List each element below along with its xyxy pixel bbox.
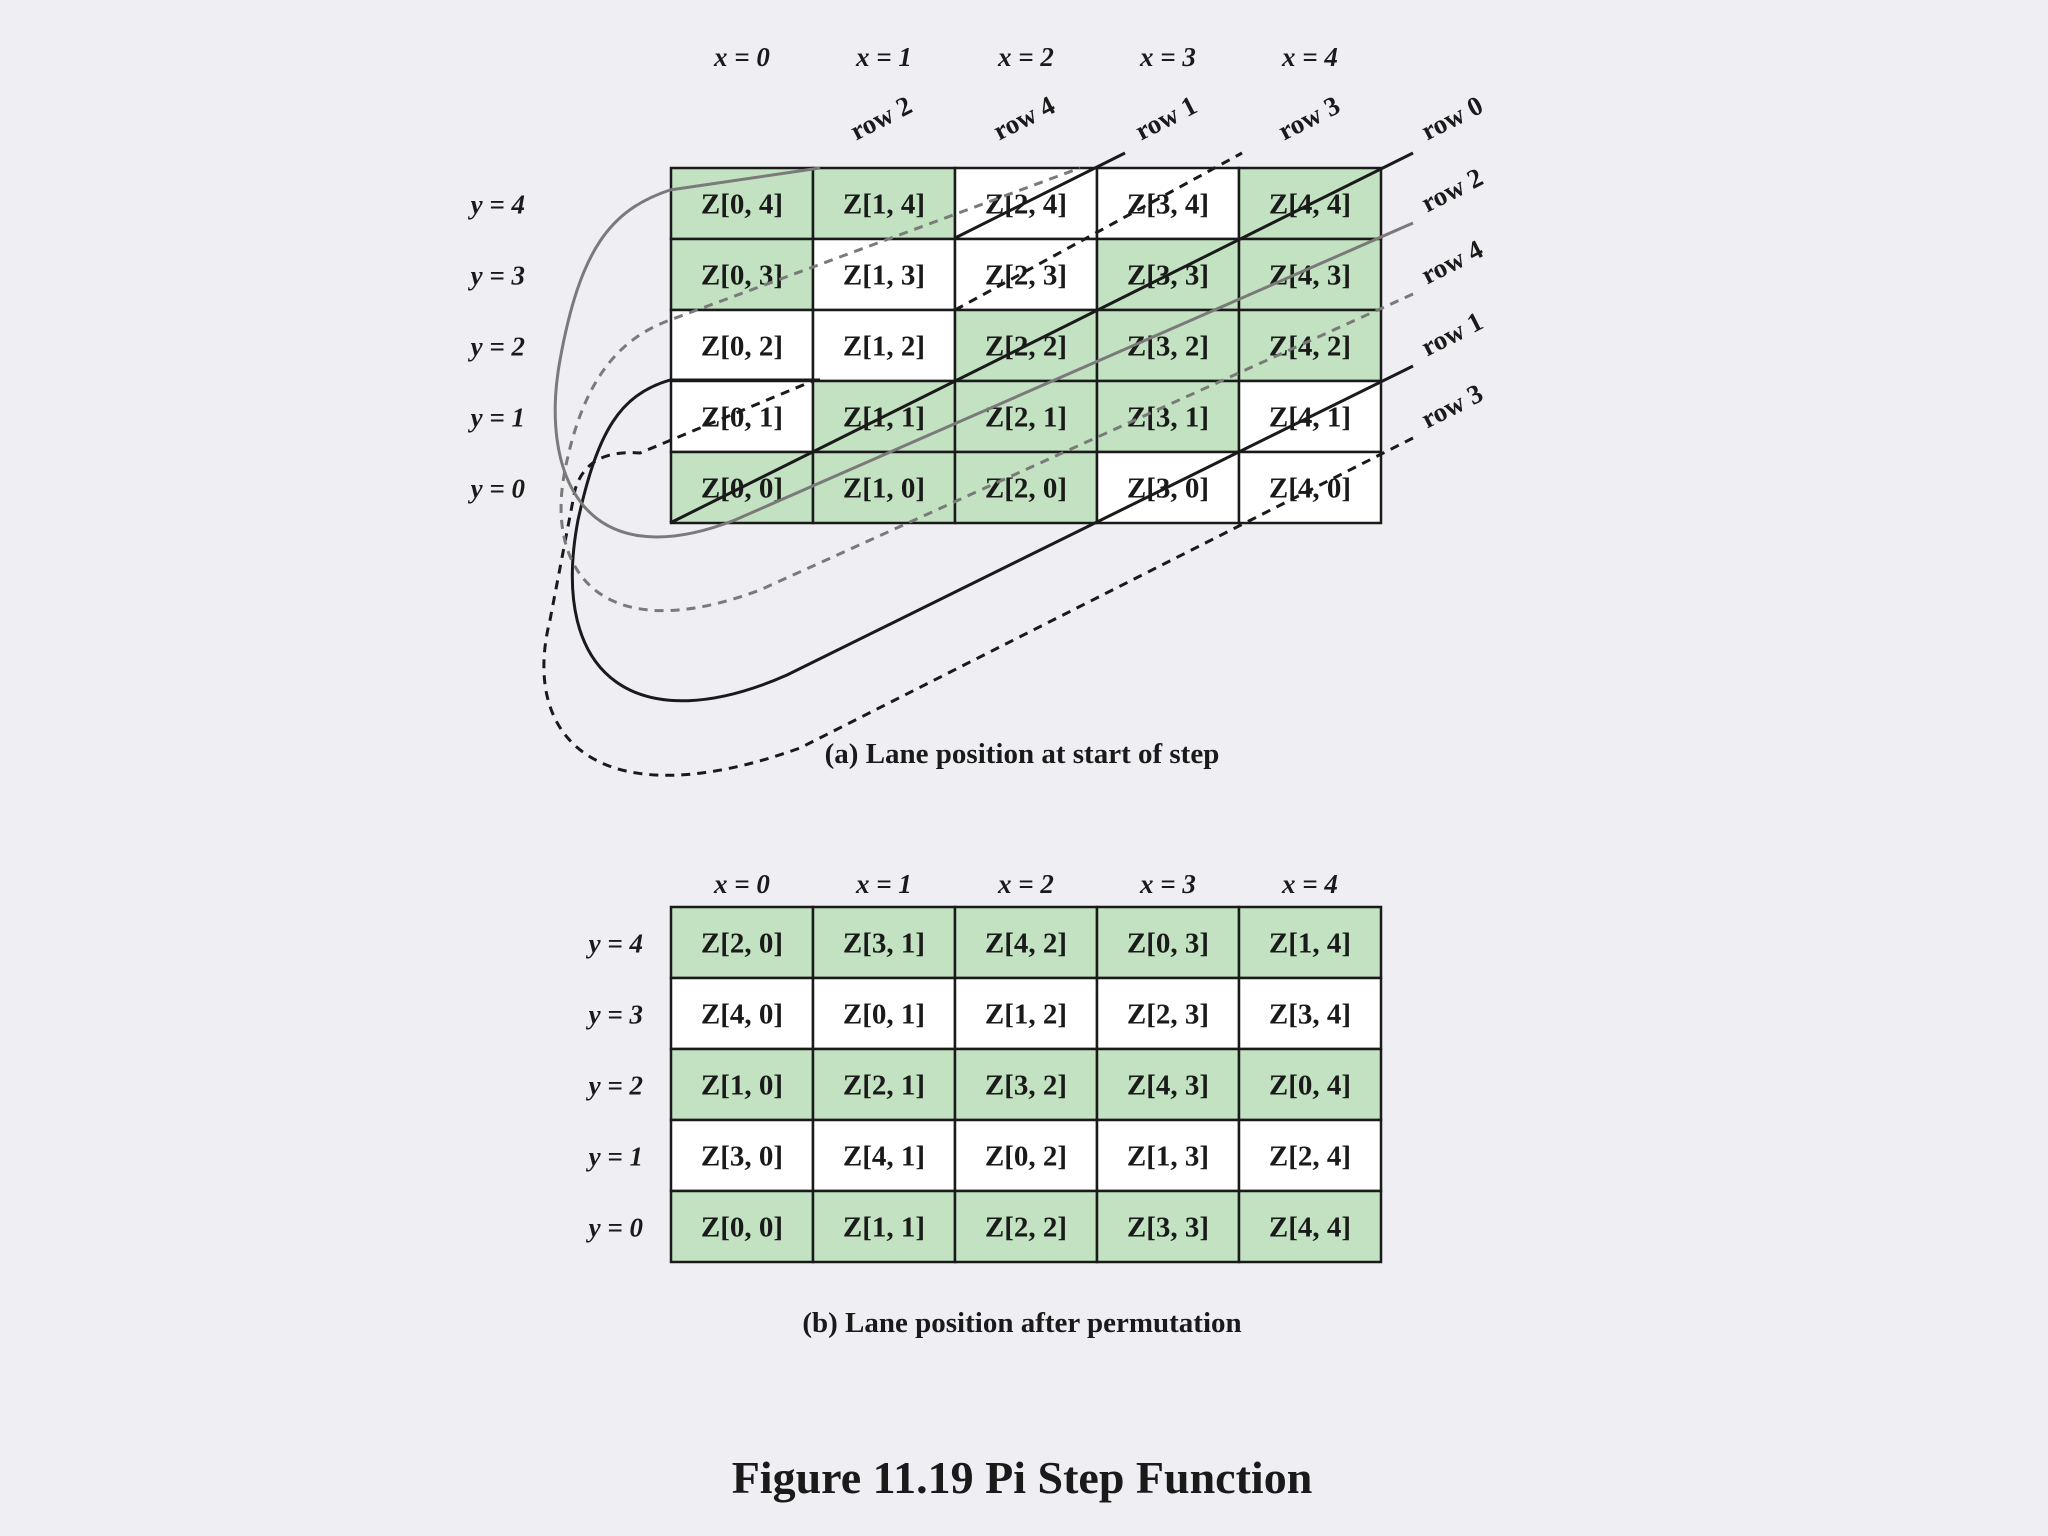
lane-cell-label: Z[4, 4] — [1268, 188, 1352, 221]
lane-cell-label: Z[2, 1] — [984, 401, 1068, 434]
lane-cell-label: Z[2, 4] — [1268, 1140, 1352, 1173]
y-axis-label: y = 2 — [588, 1070, 643, 1101]
lane-cell-label: Z[0, 1] — [842, 998, 926, 1031]
y-axis-label: y = 4 — [588, 928, 643, 959]
lane-cell-label: Z[2, 0] — [700, 927, 784, 960]
row-label: row 2 — [1416, 161, 1488, 219]
row-label: row 0 — [1416, 89, 1488, 147]
panel-b-caption: (b) Lane position after permutation — [802, 1307, 1242, 1339]
lane-cell-label: Z[4, 4] — [1268, 1211, 1352, 1244]
x-axis-label: x = 1 — [856, 869, 912, 899]
lane-cell-label: Z[3, 3] — [1126, 1211, 1210, 1244]
lane-cell-label: Z[2, 4] — [984, 188, 1068, 221]
lane-cell-label: Z[4, 3] — [1126, 1069, 1210, 1102]
y-axis-label: y = 0 — [588, 1212, 643, 1243]
x-axis-label: x = 3 — [1140, 869, 1196, 899]
lane-cell-label: Z[1, 0] — [700, 1069, 784, 1102]
y-axis-label: y = 0 — [470, 473, 525, 504]
lane-cell-label: Z[3, 3] — [1126, 259, 1210, 292]
lane-cell-label: Z[1, 1] — [842, 401, 926, 434]
lane-cell-label: Z[3, 0] — [700, 1140, 784, 1173]
x-axis-label: x = 2 — [998, 42, 1054, 72]
lane-cell-label: Z[4, 1] — [1268, 401, 1352, 434]
lane-cell-label: Z[0, 2] — [700, 330, 784, 363]
row-label: row 3 — [1416, 377, 1488, 435]
y-axis-label: y = 1 — [588, 1141, 643, 1172]
x-axis-label: x = 2 — [998, 869, 1054, 899]
row-label: row 4 — [988, 89, 1060, 147]
lane-cell-label: Z[0, 0] — [700, 472, 784, 505]
lane-cell-label: Z[1, 4] — [1268, 927, 1352, 960]
panel-b-grid — [671, 907, 1381, 1262]
lane-cell-label: Z[4, 1] — [842, 1140, 926, 1173]
lane-cell-label: Z[1, 1] — [842, 1211, 926, 1244]
figure-title: Figure 11.19 Pi Step Function — [731, 1452, 1313, 1503]
lane-cell-label: Z[1, 2] — [842, 330, 926, 363]
lane-cell-label: Z[4, 2] — [1268, 330, 1352, 363]
lane-cell-label: Z[4, 0] — [700, 998, 784, 1031]
x-axis-label: x = 0 — [714, 869, 770, 899]
row-label: row 1 — [1416, 305, 1488, 363]
lane-cell-label: Z[0, 4] — [1268, 1069, 1352, 1102]
lane-cell-label: Z[3, 4] — [1126, 188, 1210, 221]
lane-cell-label: Z[1, 3] — [842, 259, 926, 292]
lane-cell-label: Z[3, 0] — [1126, 472, 1210, 505]
y-axis-label: y = 3 — [470, 260, 525, 291]
lane-cell-label: Z[4, 3] — [1268, 259, 1352, 292]
lane-cell-label: Z[3, 1] — [842, 927, 926, 960]
y-axis-label: y = 2 — [470, 331, 525, 362]
x-axis-label: x = 4 — [1282, 42, 1338, 72]
lane-cell-label: Z[3, 2] — [1126, 330, 1210, 363]
lane-cell-label: Z[2, 3] — [1126, 998, 1210, 1031]
lane-cell-label: Z[0, 1] — [700, 401, 784, 434]
lane-cell-label: Z[2, 1] — [842, 1069, 926, 1102]
lane-cell-label: Z[0, 3] — [700, 259, 784, 292]
row-label: row 1 — [1130, 89, 1202, 147]
lane-cell-label: Z[3, 1] — [1126, 401, 1210, 434]
lane-cell-label: Z[2, 0] — [984, 472, 1068, 505]
lane-cell-label: Z[2, 3] — [984, 259, 1068, 292]
lane-cell-label: Z[2, 2] — [984, 330, 1068, 363]
x-axis-label: x = 4 — [1282, 869, 1338, 899]
y-axis-label: y = 4 — [470, 189, 525, 220]
lane-cell-label: Z[0, 0] — [700, 1211, 784, 1244]
x-axis-label: x = 3 — [1140, 42, 1196, 72]
lane-cell-label: Z[0, 2] — [984, 1140, 1068, 1173]
y-axis-label: y = 1 — [470, 402, 525, 433]
lane-cell-label: Z[2, 2] — [984, 1211, 1068, 1244]
lane-cell-label: Z[4, 0] — [1268, 472, 1352, 505]
row-label: row 2 — [845, 89, 917, 147]
lane-cell-label: Z[3, 2] — [984, 1069, 1068, 1102]
lane-cell-label: Z[3, 4] — [1268, 998, 1352, 1031]
lane-cell-label: Z[0, 3] — [1126, 927, 1210, 960]
lane-cell-label: Z[1, 3] — [1126, 1140, 1210, 1173]
row-label: row 3 — [1273, 89, 1345, 147]
x-axis-label: x = 0 — [714, 42, 770, 72]
lane-cell-label: Z[1, 0] — [842, 472, 926, 505]
row-label: row 4 — [1416, 233, 1488, 291]
panel-a-caption: (a) Lane position at start of step — [824, 738, 1220, 770]
lane-cell-label: Z[1, 2] — [984, 998, 1068, 1031]
lane-cell-label: Z[4, 2] — [984, 927, 1068, 960]
x-axis-label: x = 1 — [856, 42, 912, 72]
lane-cell-label: Z[1, 4] — [842, 188, 926, 221]
lane-cell-label: Z[0, 4] — [700, 188, 784, 221]
y-axis-label: y = 3 — [588, 999, 643, 1030]
